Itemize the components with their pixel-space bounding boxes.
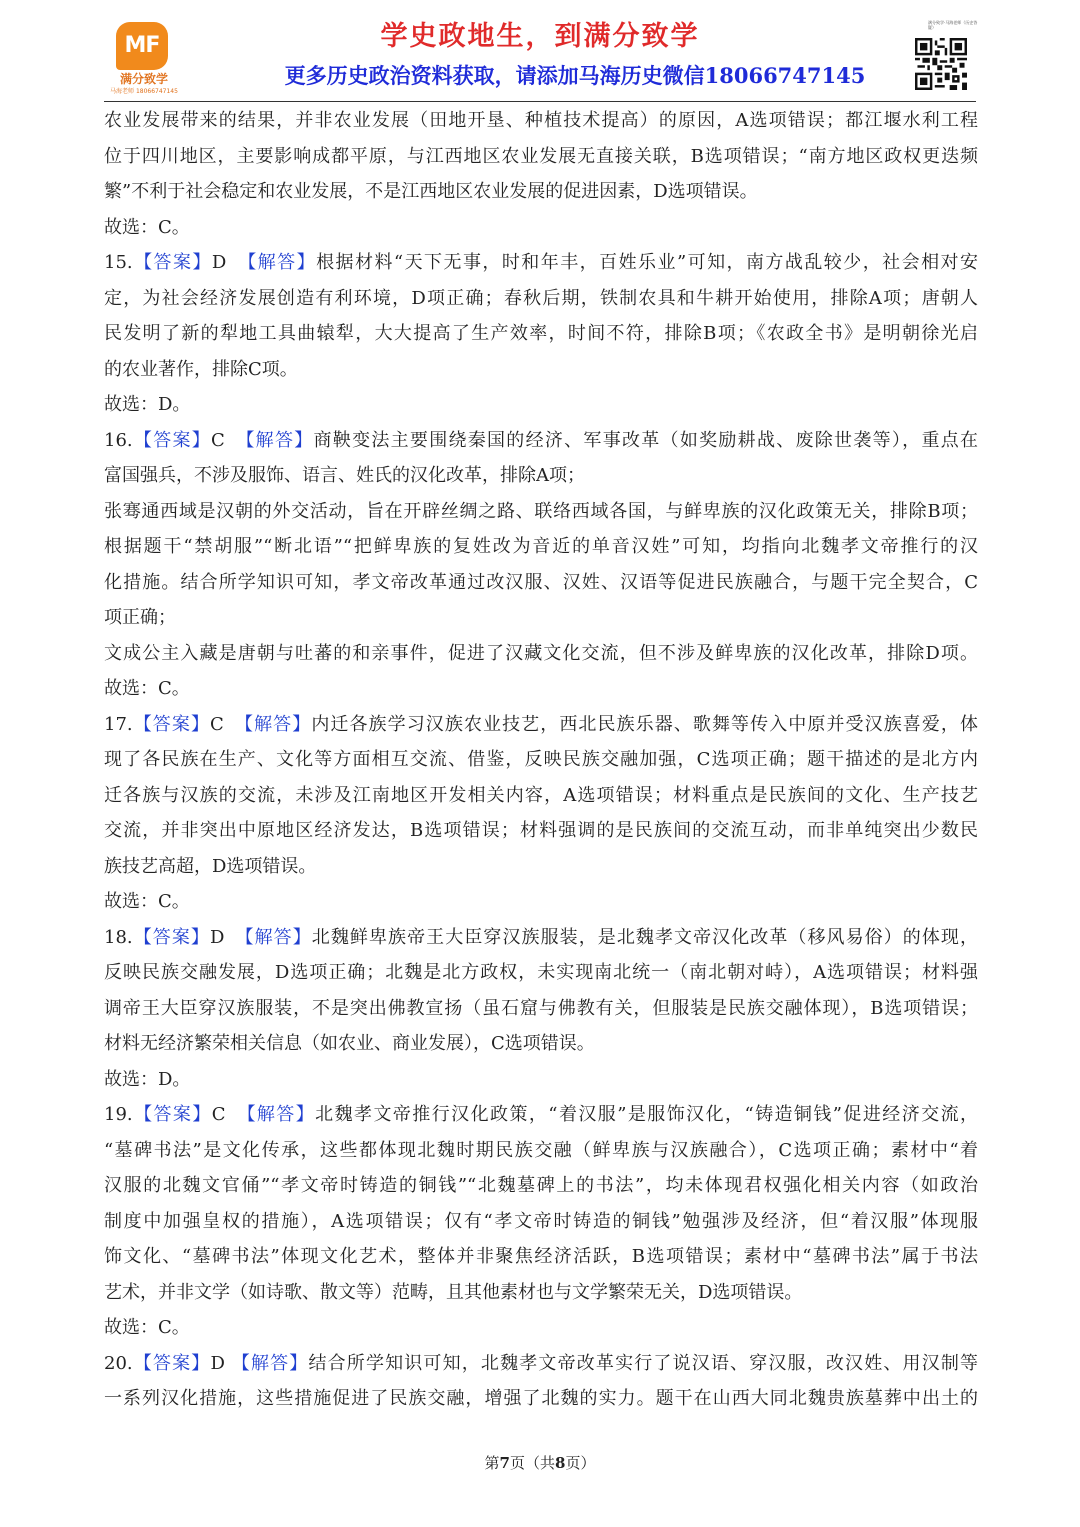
- text-line: [104, 991, 978, 1027]
- footer-suffix: 页）: [565, 1454, 596, 1472]
- answer-tag: 【解答】: [246, 1104, 316, 1125]
- text-span: 结合所学知识可知，北魏孝文帝改革实行了说汉语、穿汉服，改汉姓、用汉制等: [308, 1352, 979, 1374]
- text-span: 商鞅变法主要围绕秦国的经济、军事改革（如奖励耕战、废除世袭等），重点在: [313, 429, 979, 451]
- answer-tag: 【答案】: [132, 1104, 212, 1125]
- logo-subtitle: 马海老师 18066747145: [110, 88, 178, 95]
- text-line: [104, 1133, 978, 1169]
- text-span: 文成公主入藏是唐朝与吐蕃的和亲事件，促进了汉藏文化交流，但不涉及鲜卑族的汉化改革，排除D项。: [104, 642, 978, 664]
- text-span: “墓碑书法”是文化传承，这些都体现北魏时期民族交融（鲜卑族与汉族融合），C选项正确；素材中“着: [104, 1139, 978, 1161]
- text-line: [104, 707, 978, 743]
- header-divider: [104, 101, 976, 102]
- text-span: C: [210, 713, 244, 735]
- qr-code-icon: [915, 38, 967, 90]
- answer-tag: 【解答】: [244, 926, 312, 948]
- text-line: [104, 174, 978, 210]
- text-span: 16.: [104, 429, 133, 451]
- page-header: [0, 0, 1080, 104]
- text-line: [104, 636, 978, 672]
- text-span: C: [211, 1104, 247, 1125]
- text-line: [104, 742, 978, 778]
- text-span: D: [209, 926, 245, 948]
- text-span: 故选：D。: [104, 394, 191, 415]
- text-span: 一系列汉化措施，这些措施促进了民族交融，增强了北魏的实力。题干在山西大同北魏贵族墓葬中出土的: [104, 1388, 978, 1409]
- text-span: 故选：C。: [104, 891, 190, 912]
- footer-prefix: 第: [484, 1454, 500, 1472]
- page-footer: [0, 1452, 1080, 1473]
- text-line: [104, 1026, 978, 1062]
- answer-tag: 【答案】: [132, 252, 212, 273]
- text-line: [104, 1346, 978, 1382]
- text-span: 农业发展带来的结果，并非农业发展（田地开垦、种植技术提高）的原因，A选项错误；都江堰水利工程: [104, 110, 978, 131]
- answer-tag: 【答案】: [132, 713, 211, 735]
- text-span: 艺术，并非文学（如诗歌、散文等）范畴，且其他素材也与文学繁荣无关，D选项错误。: [104, 1281, 803, 1303]
- text-span: 的农业著作，排除C项。: [104, 358, 298, 380]
- text-span: 故选：D。: [104, 1068, 191, 1090]
- text-line: [104, 1062, 978, 1098]
- text-span: 15.: [104, 252, 133, 273]
- text-span: 北魏孝文帝推行汉化政策，“着汉服”是服饰汉化，“铸造铜钱”促进经济交流，: [315, 1104, 979, 1125]
- text-span: 族技艺高超，D选项错误。: [104, 855, 317, 877]
- text-span: 反映民族交融发展，D选项正确；北魏是北方政权，未实现南北统一（南北朝对峙），A选项错误；材料强: [104, 962, 978, 983]
- text-line: [104, 210, 978, 246]
- text-line: [104, 281, 978, 317]
- answer-tag: 【答案】: [132, 1352, 211, 1374]
- text-span: 根据材料“天下无事，时和年丰，百姓乐业”可知，南方战乱较少，社会相对安: [316, 252, 978, 273]
- footer-middle: 页（共: [509, 1454, 555, 1472]
- text-line: [104, 458, 978, 494]
- text-span: 制度中加强皇权的措施），A选项错误；仅有“孝文帝时铸造的铜钱”勉强涉及经济，但“着汉服”体现服: [104, 1210, 978, 1232]
- text-span: 化措施。结合所学知识可知，孝文帝改革通过改汉服、汉姓、汉语等促进民族融合，与题干完全契合，C: [104, 571, 978, 593]
- text-line: [104, 352, 978, 388]
- text-span: 迁各族与汉族的交流，未涉及江南地区开发相关内容，A选项错误；材料重点是民族间的文化、生产技艺: [104, 784, 978, 806]
- text-line: [104, 565, 978, 601]
- text-line: [104, 600, 978, 636]
- answer-tag: 【解答】: [243, 713, 312, 735]
- qr-caption: 满分致学·马海老师（历史答疑）: [928, 20, 978, 30]
- text-span: 汉服的北魏文官俑”“孝文帝时铸造的铜钱”“北魏墓碑上的书法”，均未体现君权强化相关内容（如政治: [104, 1175, 978, 1196]
- text-span: 19.: [104, 1104, 133, 1125]
- answer-tag: 【解答】: [231, 1352, 309, 1374]
- text-line: [104, 1275, 978, 1311]
- text-span: 20.: [104, 1352, 133, 1374]
- text-span: 北魏鲜卑族帝王大臣穿汉族服装，是北魏孝文帝汉化改革（移风易俗）的体现，: [311, 926, 979, 948]
- text-span: 调帝王大臣穿汉族服装，不是突出佛教宣扬（虽石窟与佛教有关，但服装是民族交融体现），B选项错误；: [104, 997, 978, 1019]
- answer-explanations: [104, 103, 978, 1417]
- text-line: [104, 316, 978, 352]
- text-line: [104, 778, 978, 814]
- text-span: 项正确；: [104, 607, 176, 628]
- text-line: [104, 1381, 978, 1417]
- text-span: 饰文化、“墓碑书法”体现文化艺术，整体并非聚焦经济活跃，B选项错误；素材中“墓碑书法”属于书法: [104, 1246, 978, 1267]
- text-span: 材料无经济繁荣相关信息（如农业、商业发展），C选项错误。: [104, 1033, 595, 1054]
- text-span: 故选：C。: [104, 678, 190, 699]
- text-span: 18.: [104, 926, 133, 948]
- text-span: 根据题干“禁胡服”“断北语”“把鲜卑族的复姓改为音近的单音汉姓”可知，均指向北魏孝文帝推行的汉: [104, 536, 978, 557]
- text-span: 故选：C。: [104, 1317, 190, 1338]
- logo-name: 满分致学: [119, 72, 168, 86]
- text-line: [104, 849, 978, 885]
- text-line: [104, 387, 978, 423]
- mf-logo: MF: [116, 22, 168, 70]
- text-line: [104, 103, 978, 139]
- text-span: 位于四川地区，主要影响成都平原，与江西地区农业发展无直接关联，B选项错误；“南方地区政权更迭频: [104, 145, 978, 167]
- text-line: [104, 1239, 978, 1275]
- text-span: 定，为社会经济发展创造有利环境，D项正确；春秋后期，铁制农具和牛耕开始使用，排除A项；唐朝人: [104, 287, 978, 309]
- header-slogan: 学史政地生，到满分致学: [380, 21, 700, 52]
- header-contact: 更多历史政治资料获取，请添加马海历史微信18066747145: [284, 63, 866, 88]
- text-span: 现了各民族在生产、文化等方面相互交流、借鉴，反映民族交融加强，C选项正确；题干描述的是北方内: [104, 749, 978, 770]
- text-span: D: [210, 1352, 232, 1374]
- answer-tag: 【解答】: [247, 252, 317, 273]
- text-span: D: [211, 252, 248, 273]
- text-span: 交流，并非突出中原地区经济发达，B选项错误；材料强调的是民族间的交流互动，而非单纯突出少数民: [104, 820, 978, 841]
- text-span: 内迁各族学习汉族农业技艺，西北民族乐器、歌舞等传入中原并受汉族喜爱，体: [311, 713, 979, 735]
- text-line: [104, 955, 978, 991]
- total-pages: 8: [555, 1454, 566, 1472]
- text-span: 张骞通西域是汉朝的外交活动，旨在开辟丝绸之路、联络西域各国，与鲜卑族的汉化政策无关，排除B项；: [104, 500, 978, 522]
- text-span: 富国强兵，不涉及服饰、语言、姓氏的汉化改革，排除A项；: [104, 465, 585, 486]
- text-line: [104, 423, 978, 459]
- text-line: [104, 494, 978, 530]
- text-line: [104, 1097, 978, 1133]
- text-line: [104, 1310, 978, 1346]
- answer-tag: 【答案】: [132, 926, 210, 948]
- text-line: [104, 884, 978, 920]
- text-line: [104, 245, 978, 281]
- text-line: [104, 1168, 978, 1204]
- text-span: 故选：C。: [104, 216, 190, 238]
- text-span: 17.: [104, 713, 133, 735]
- text-line: [104, 1204, 978, 1240]
- text-line: [104, 813, 978, 849]
- text-span: C: [211, 429, 246, 451]
- answer-tag: 【解答】: [245, 429, 314, 451]
- text-line: [104, 671, 978, 707]
- answer-tag: 【答案】: [132, 429, 212, 451]
- text-line: [104, 529, 978, 565]
- text-span: 繁”不利于社会稳定和农业发展，不是江西地区农业发展的促进因素，D选项错误。: [104, 181, 758, 202]
- text-span: 民发明了新的犁地工具曲辕犁，大大提高了生产效率，时间不符，排除B项；《农政全书》是明朝徐光启: [104, 323, 978, 344]
- current-page: 7: [499, 1454, 510, 1472]
- text-line: [104, 920, 978, 956]
- text-line: [104, 139, 978, 175]
